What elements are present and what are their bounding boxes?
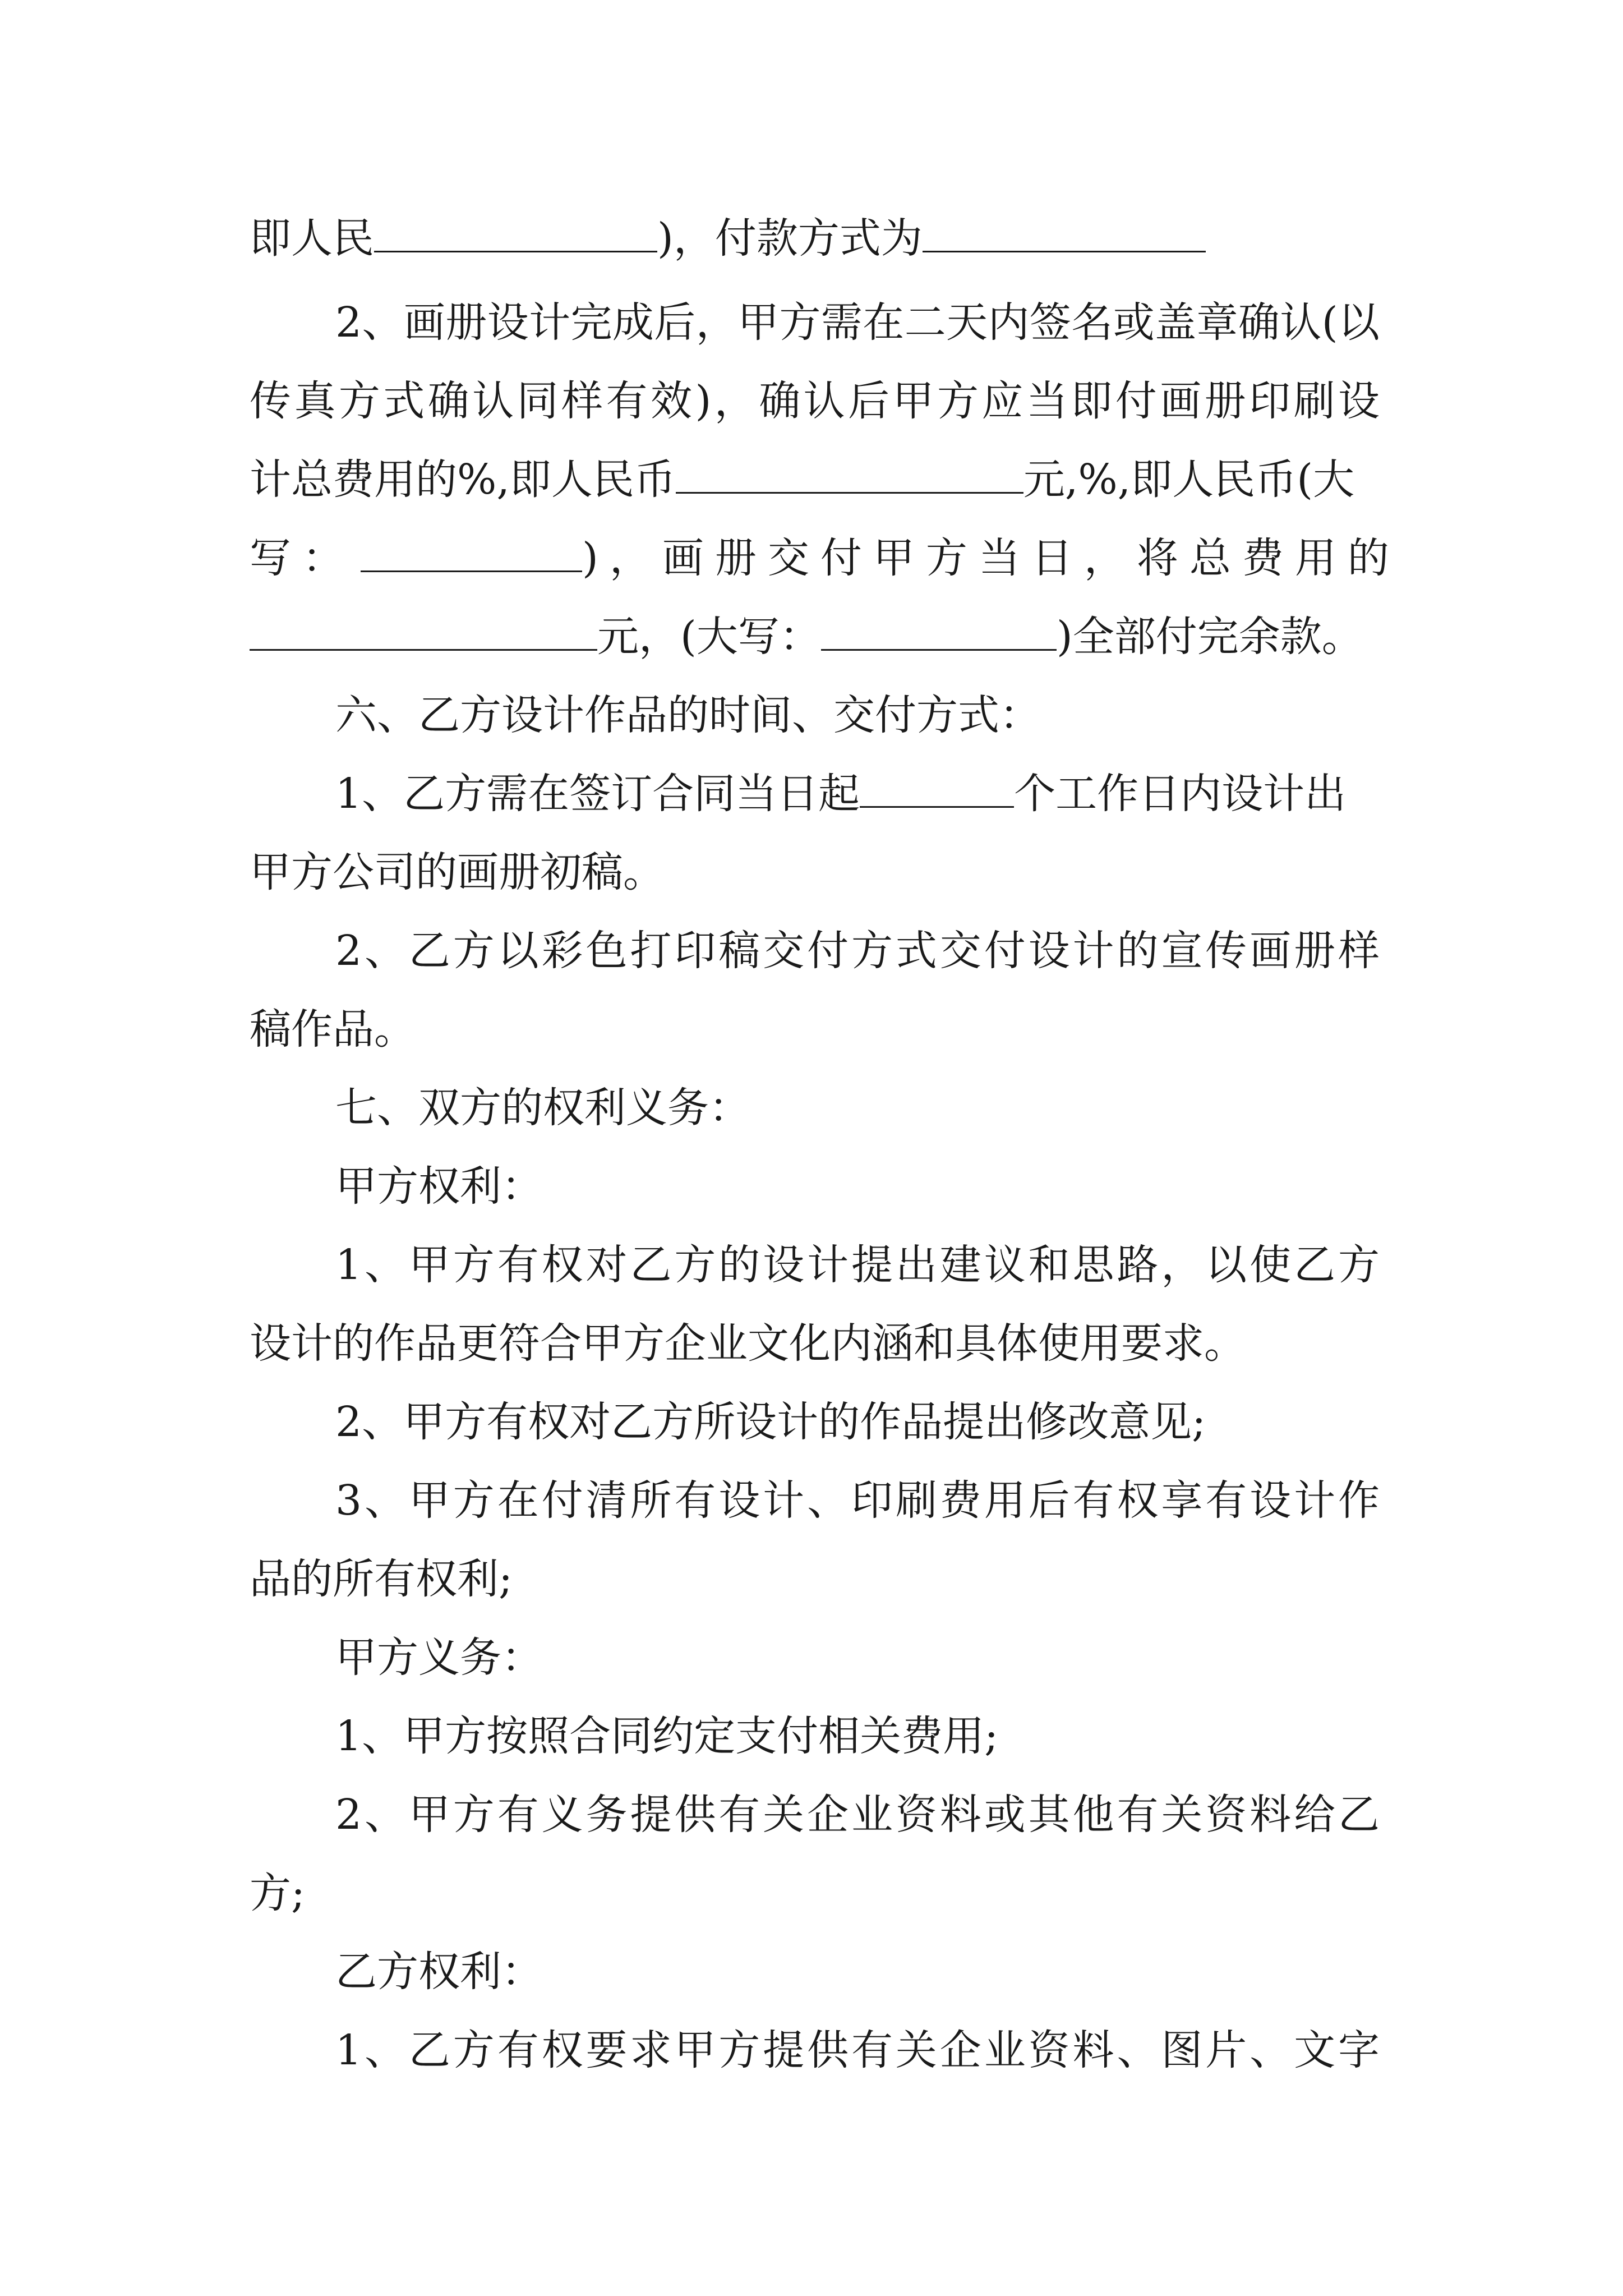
fill-in-blank[interactable] bbox=[676, 453, 1023, 494]
contract-line: 1、甲方有权对乙方的设计提出建议和思路，以使乙方 bbox=[335, 1241, 1380, 1289]
section-heading: 六、乙方设计作品的时间、交付方式： bbox=[335, 691, 1041, 739]
subsection-heading: 乙方权利： bbox=[335, 1948, 543, 1996]
contract-line: 3、甲方在付清所有设计、印刷费用后有权享有设计作 bbox=[335, 1476, 1380, 1525]
line-text: 元,%,即人民币(大 bbox=[1023, 455, 1355, 504]
contract-line: 2、画册设计完成后，甲方需在二天内签名或盖章确认(以 bbox=[335, 298, 1380, 347]
line-text: 个工作日内设计出 bbox=[1014, 770, 1347, 818]
subsection-heading: 甲方权利： bbox=[335, 1162, 543, 1211]
section-heading: 七、双方的权利义务： bbox=[335, 1084, 750, 1132]
contract-line: 甲方公司的画册初稿。 bbox=[250, 848, 665, 896]
line-text: 元，(大写： bbox=[597, 613, 821, 661]
contract-line: 1、乙方有权要求甲方提供有关企业资料、图片、文字 bbox=[335, 2026, 1380, 2074]
subsection-heading: 甲方义务： bbox=[335, 1634, 543, 1682]
contract-line bbox=[250, 527, 1400, 589]
fill-in-blank[interactable] bbox=[821, 610, 1057, 651]
contract-line: 稿作品。 bbox=[250, 1005, 416, 1053]
contract-line bbox=[335, 763, 1380, 825]
fill-in-blank[interactable] bbox=[361, 531, 582, 572]
line-text: )全部付完余款。 bbox=[1056, 613, 1363, 661]
fill-in-blank[interactable] bbox=[250, 610, 597, 651]
line-text: )，付款方式为 bbox=[657, 214, 923, 263]
line-text: 1、乙方需在签订合同当日起 bbox=[335, 770, 860, 818]
line-text: 计总费用的%,即人民币 bbox=[250, 455, 676, 504]
contract-line: 2、乙方以彩色打印稿交付方式交付设计的宣传画册样 bbox=[335, 927, 1380, 975]
contract-line: 品的所有权利; bbox=[250, 1555, 513, 1603]
contract-line: 2、甲方有权对乙方所设计的作品提出修改意见; bbox=[335, 1398, 1206, 1446]
contract-line: 方; bbox=[250, 1869, 305, 1917]
fill-in-blank[interactable] bbox=[860, 767, 1014, 808]
contract-line bbox=[250, 606, 1380, 668]
contract-line: 1、甲方按照合同约定支付相关费用; bbox=[335, 1712, 999, 1760]
contract-line: 设计的作品更符合甲方企业文化内涵和具体使用要求。 bbox=[250, 1319, 1246, 1368]
fill-in-blank[interactable] bbox=[374, 211, 657, 252]
contract-line: 2、甲方有义务提供有关企业资料或其他有关资料给乙 bbox=[335, 1791, 1380, 1839]
contract-line bbox=[250, 449, 1380, 510]
line-text: )，画册交付甲方当日，将总费用的 bbox=[582, 534, 1400, 582]
line-text: 即人民 bbox=[250, 214, 374, 263]
line-text: 写： bbox=[250, 534, 355, 582]
fill-in-blank[interactable] bbox=[923, 211, 1206, 252]
contract-line bbox=[250, 208, 1380, 269]
contract-line: 传真方式确认同样有效)，确认后甲方应当即付画册印刷设 bbox=[250, 377, 1380, 425]
